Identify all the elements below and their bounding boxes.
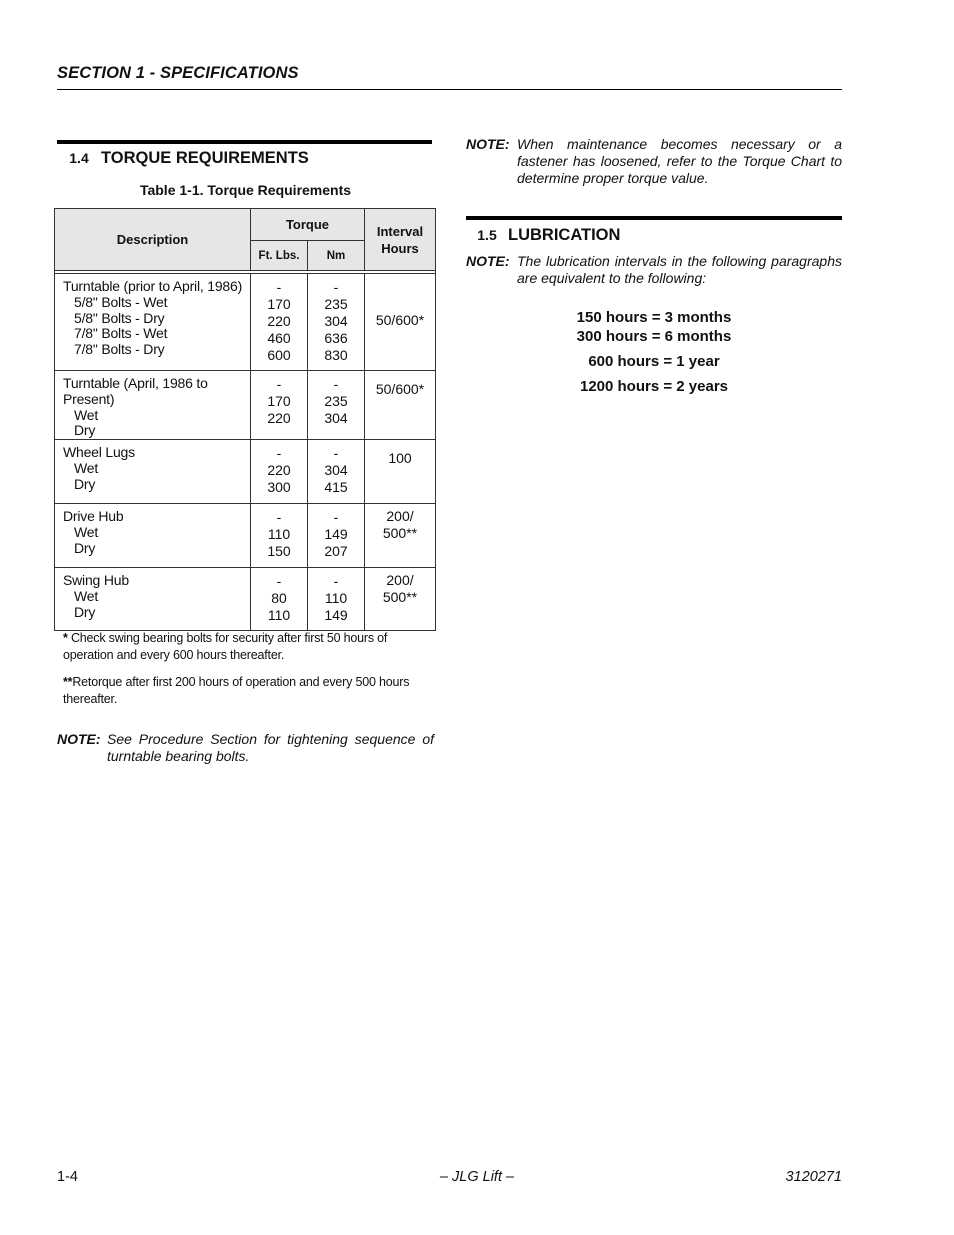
row-sub: Dry <box>74 539 96 556</box>
row-nm <box>308 440 365 504</box>
header-description: Description <box>55 209 251 271</box>
row-nm <box>308 371 365 440</box>
cell-value: 50/600* <box>375 381 425 397</box>
table-row <box>55 371 436 440</box>
header-rule <box>57 89 842 90</box>
cell-value: 200/ <box>386 508 414 525</box>
cell-value: 600 <box>267 347 291 363</box>
table-row <box>55 504 436 568</box>
header-ft-lbs: Ft. Lbs. <box>251 241 308 271</box>
cell-value: 500** <box>382 589 418 606</box>
header-interval-line1: Interval <box>376 223 424 239</box>
cell-value: 220 <box>267 410 291 426</box>
cell-value: 110 <box>324 590 348 607</box>
row-ft-lbs <box>251 371 308 440</box>
row-description <box>55 440 251 504</box>
cell-value: 235 <box>324 393 348 409</box>
row-description <box>55 504 251 568</box>
note-text: When maintenance becomes necessary or a fastener has loosened, refer to the Torque Chart to determine proper torque value. <box>517 136 842 186</box>
cell-value: 200/ <box>386 572 414 589</box>
torque-requirements-table <box>54 208 436 631</box>
header-interval-line2: Hours <box>381 240 419 256</box>
header-interval-hours <box>365 209 436 271</box>
row-sub: Dry <box>74 475 96 492</box>
table-row <box>55 274 436 371</box>
cell-value: 304 <box>324 410 348 426</box>
row-sub: Dry <box>74 422 96 439</box>
cell-value: - <box>276 509 282 526</box>
footer-center: – JLG Lift – <box>439 1169 515 1185</box>
cell-value: - <box>333 279 339 295</box>
footnote-2 <box>63 674 435 707</box>
equivalence-line: 600 hours = 1 year <box>588 353 720 370</box>
note-lubrication <box>466 253 842 289</box>
row-sub: Dry <box>74 603 96 620</box>
cell-value: - <box>276 279 282 295</box>
cell-value: 415 <box>324 479 348 496</box>
cell-value: 304 <box>324 313 348 329</box>
cell-value: 220 <box>267 462 291 479</box>
table-row <box>55 568 436 631</box>
footnote-1-mark: * <box>63 631 68 645</box>
cell-value: 50/600* <box>375 312 425 328</box>
row-interval <box>365 568 436 631</box>
cell-value: 149 <box>324 607 348 624</box>
cell-value: 207 <box>324 543 348 560</box>
row-sub: Wet <box>74 587 99 604</box>
cell-value: 150 <box>267 543 291 560</box>
section-1-5-number: 1.5 <box>477 227 497 243</box>
cell-value: 100 <box>388 450 412 467</box>
table-caption: Table 1-1. Torque Requirements <box>139 182 352 198</box>
cell-value: - <box>333 573 339 590</box>
cell-value: - <box>333 376 339 392</box>
footnote-2-text: Retorque after first 200 hours of operation and every 500 hours thereafter. <box>63 675 410 706</box>
row-ft-lbs <box>251 440 308 504</box>
row-title: Swing Hub <box>63 572 129 589</box>
row-description <box>55 274 251 371</box>
section-header: SECTION 1 - SPECIFICATIONS <box>57 64 299 82</box>
cell-value: - <box>276 573 282 590</box>
equivalence-line: 1200 hours = 2 years <box>579 378 728 395</box>
note-text: The lubrication intervals in the following paragraphs are equivalent to the following: <box>517 253 842 286</box>
section-1-5-heading <box>466 222 620 245</box>
row-sub: 7/8" Bolts - Dry <box>74 341 165 358</box>
row-sub: Wet <box>74 523 99 540</box>
cell-value: 149 <box>324 526 348 543</box>
cell-value: 170 <box>267 393 291 409</box>
section-1-4-heading <box>57 145 309 168</box>
cell-value: 80 <box>271 590 287 607</box>
row-title: Drive Hub <box>63 508 124 525</box>
row-sub: 5/8" Bolts - Dry <box>74 309 165 326</box>
cell-value: - <box>333 509 339 526</box>
row-title: Wheel Lugs <box>63 444 135 461</box>
row-title: Turntable (April, 1986 to Present) <box>63 375 208 407</box>
cell-value: 830 <box>324 347 348 363</box>
row-title: Turntable (prior to April, 1986) <box>63 278 243 294</box>
row-interval <box>365 440 436 504</box>
row-ft-lbs <box>251 274 308 371</box>
cell-value: 460 <box>267 330 291 346</box>
row-sub: Wet <box>74 406 99 423</box>
row-interval <box>365 371 436 440</box>
section-1-4-rule <box>57 140 432 144</box>
footer-doc-number: 3120271 <box>785 1169 842 1185</box>
cell-value: 636 <box>324 330 348 346</box>
section-1-5-rule <box>466 216 842 220</box>
note-label: NOTE: <box>466 136 510 152</box>
row-sub: 7/8" Bolts - Wet <box>74 325 168 342</box>
footer-page-number: 1-4 <box>57 1169 78 1185</box>
note-bearing-bolts <box>57 731 434 767</box>
footnote-1 <box>63 630 435 663</box>
cell-value: 170 <box>267 296 291 312</box>
cell-value: 220 <box>267 313 291 329</box>
cell-value: 304 <box>324 462 348 479</box>
cell-value: 500** <box>382 525 418 542</box>
cell-value: - <box>276 445 282 462</box>
header-nm: Nm <box>308 241 365 271</box>
row-sub: Wet <box>74 459 99 476</box>
row-interval <box>365 274 436 371</box>
row-description <box>55 371 251 440</box>
note-label: NOTE: <box>466 253 510 269</box>
footnote-2-mark: ** <box>63 675 73 689</box>
row-nm <box>308 504 365 568</box>
cell-value: 300 <box>267 479 291 496</box>
row-nm <box>308 568 365 631</box>
cell-value: 110 <box>267 607 291 624</box>
section-1-4-number: 1.4 <box>69 150 89 166</box>
header-torque: Torque <box>251 209 365 241</box>
equivalence-line: 150 hours = 3 months <box>576 309 732 326</box>
row-interval <box>365 504 436 568</box>
row-ft-lbs <box>251 504 308 568</box>
footnote-1-text: Check swing bearing bolts for security after first 50 hours of operation and every 600 hours thereafter. <box>63 631 388 662</box>
note-label: NOTE: <box>57 731 101 747</box>
cell-value: - <box>276 376 282 392</box>
row-description <box>55 568 251 631</box>
row-sub: 5/8" Bolts - Wet <box>74 293 168 310</box>
note-text: See Procedure Section for tightening sequence of turntable bearing bolts. <box>107 731 434 764</box>
equivalence-line: 300 hours = 6 months <box>576 328 732 345</box>
note-maintenance <box>466 136 842 188</box>
cell-value: 110 <box>267 526 291 543</box>
row-nm <box>308 274 365 371</box>
cell-value: - <box>333 445 339 462</box>
section-1-4-title: TORQUE REQUIREMENTS <box>101 149 309 167</box>
row-ft-lbs <box>251 568 308 631</box>
section-1-5-title: LUBRICATION <box>508 226 621 244</box>
cell-value: 235 <box>324 296 348 312</box>
table-row <box>55 440 436 504</box>
